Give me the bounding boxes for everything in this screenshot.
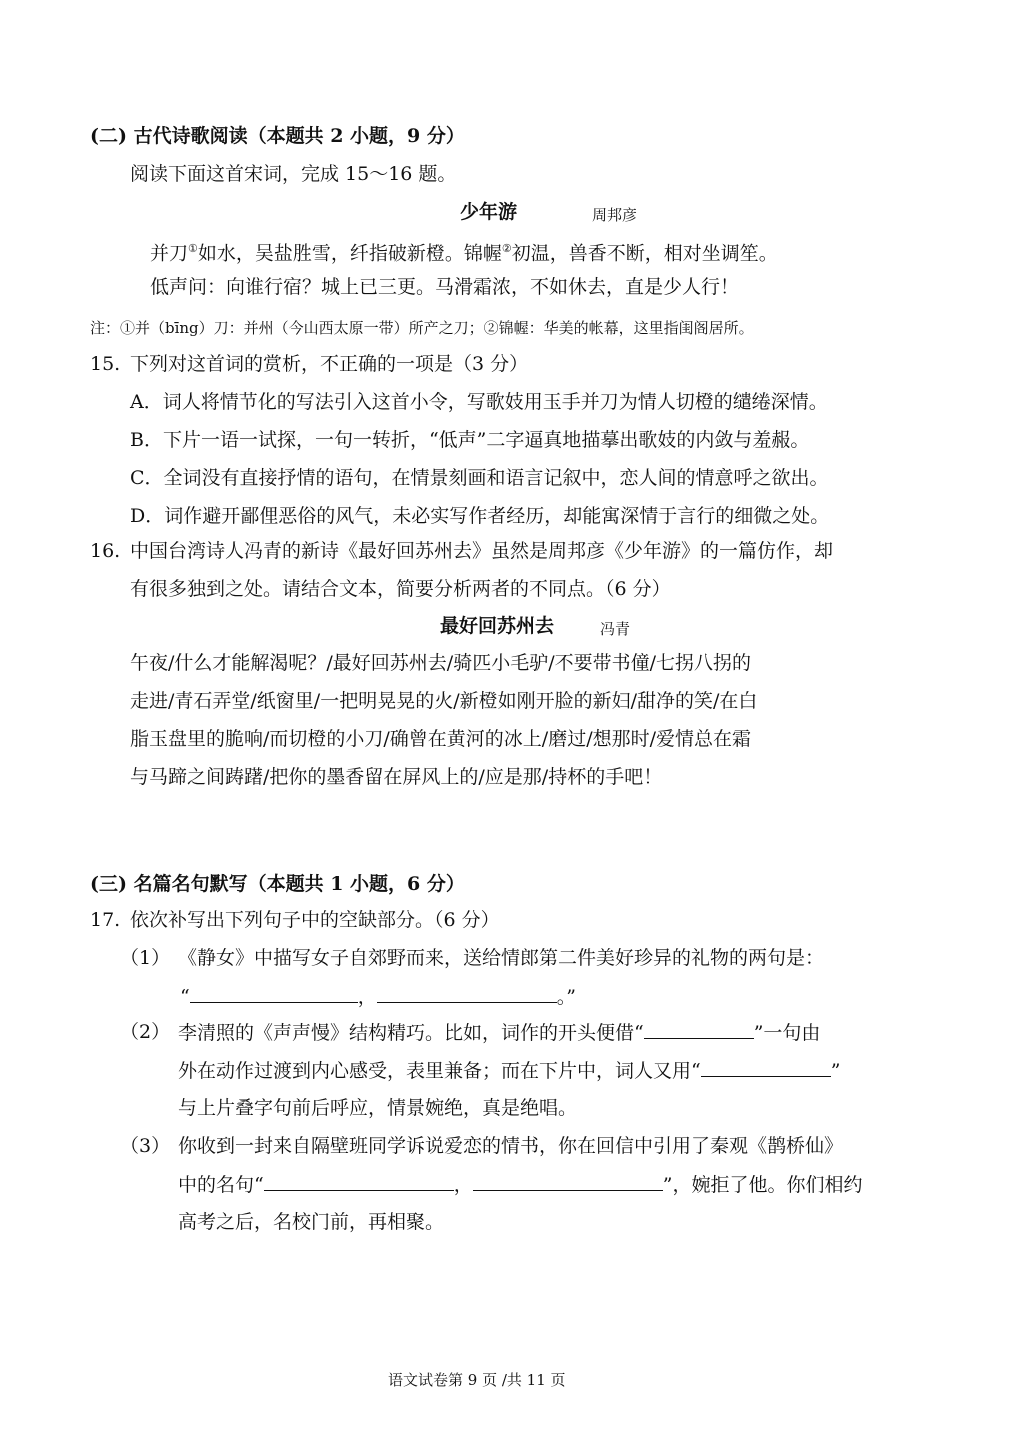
modern-poem-line-1: 午夜/什么才能解渴呢？/最好回苏州去/骑匹小毛驴/不要带书僮/七拐八拐的 — [130, 652, 752, 674]
q17-part2-line2 — [178, 1058, 840, 1083]
answer-blank-3[interactable] — [644, 1020, 754, 1039]
poem-line1-part-c: 初温，兽香不断，相对坐调笙。 — [511, 242, 778, 265]
q17-part2-line3: 与上片叠字句前后呼应，情景婉绝，真是绝唱。 — [178, 1097, 578, 1119]
q15-option-d: D．词作避开鄙俚恶俗的风气，未必实写作者经历，却能寓深情于言行的细微之处。 — [130, 505, 830, 527]
q17-part3-line3: 高考之后，名校门前，再相聚。 — [178, 1211, 445, 1233]
modern-poem-line-4: 与马蹄之间踌躇/把你的墨香留在屏风上的/应是那/持杯的手吧！ — [130, 766, 663, 788]
poem-line1-part-a: 并刀 — [150, 242, 189, 265]
section2-instruction: 阅读下面这首宋词，完成 15～16 题。 — [130, 163, 457, 185]
open-quote: “ — [180, 986, 190, 1008]
poem-line1-part-b: 如水，吴盐胜雪，纤指破新橙。锦幄 — [197, 242, 502, 265]
part2-line2-text-a: 外在动作过渡到内心感受，表里兼备；而在下片中，词人又用“ — [178, 1060, 701, 1082]
section3-heading: (三) 名篇名句默写（本题共 1 小题，6 分） — [90, 873, 465, 895]
comma: ， — [357, 986, 377, 1008]
q15-option-c: C．全词没有直接抒情的语句，在情景刻画和语言记叙中，恋人间的情意呼之欲出。 — [130, 467, 829, 489]
modern-poem-author: 冯青 — [600, 620, 631, 638]
answer-blank-1[interactable] — [190, 984, 358, 1003]
section2-heading: (二) 古代诗歌阅读（本题共 2 小题，9 分） — [90, 125, 465, 147]
q17-part1-line1: 《静女》中描写女子自郊野而来，送给情郎第二件美好珍异的礼物的两句是： — [178, 947, 825, 969]
poem-author: 周邦彦 — [592, 206, 638, 224]
part3-line2-comma: ， — [453, 1174, 473, 1196]
answer-blank-6[interactable] — [473, 1172, 663, 1191]
answer-blank-5[interactable] — [264, 1172, 454, 1191]
close-quote: 。” — [556, 986, 576, 1008]
q17-part1-label: （1） — [120, 947, 171, 969]
answer-blank-4[interactable] — [701, 1058, 831, 1077]
poem-line-1 — [150, 237, 778, 265]
footnote-mark-2: ② — [501, 242, 512, 255]
modern-poem-title: 最好回苏州去 — [440, 615, 555, 637]
q17-number: 17. — [90, 909, 121, 931]
q16-number: 16. — [90, 540, 121, 562]
part3-line2-text-b: ”，婉拒了他。你们相约 — [662, 1174, 863, 1196]
q16-stem-line1: 中国台湾诗人冯青的新诗《最好回苏州去》虽然是周邦彦《少年游》的一篇仿作，却 — [130, 540, 834, 562]
q17-part2-label: （2） — [120, 1021, 171, 1043]
q15-stem: 下列对这首词的赏析，不正确的一项是（3 分） — [130, 353, 529, 375]
poem-line-2: 低声问：向谁行宿？城上已三更。马滑霜浓，不如休去，直是少人行！ — [150, 276, 740, 298]
part3-line2-text-a: 中的名句“ — [178, 1174, 264, 1196]
q15-number: 15. — [90, 353, 121, 375]
q17-part3-label: （3） — [120, 1135, 171, 1157]
q17-part3-line2 — [178, 1172, 862, 1197]
q17-part2-line1 — [178, 1020, 820, 1045]
q17-part3-line1: 你收到一封来自隔壁班同学诉说爱恋的情书，你在回信中引用了秦观《鹊桥仙》 — [178, 1135, 844, 1157]
part2-line1-text-b: ”一句由 — [753, 1022, 821, 1044]
page-footer: 语文试卷第 9 页 /共 11 页 — [388, 1371, 566, 1389]
poem-title: 少年游 — [460, 201, 518, 223]
q15-option-a: A．词人将情节化的写法引入这首小令，写歌妓用玉手并刀为情人切橙的缱绻深情。 — [130, 391, 828, 413]
part2-line1-text-a: 李清照的《声声慢》结构精巧。比如，词作的开头便借“ — [178, 1022, 644, 1044]
q15-option-b: B．下片一语一试探，一句一转折，“低声”二字逼真地描摹出歌妓的内敛与羞赧。 — [130, 429, 810, 451]
part2-line2-text-b: ” — [830, 1060, 841, 1082]
footnote-mark-1: ① — [188, 242, 198, 255]
q17-part1-line2 — [180, 984, 576, 1009]
poem-note: 注：①并（bīng）刀：并州（今山西太原一带）所产之刀；②锦幄：华美的帐幕，这里指闺阁居所。 — [90, 319, 754, 337]
modern-poem-line-3: 脂玉盘里的脆响/而切橙的小刀/确曾在黄河的冰上/磨过/想那时/爱情总在霜 — [130, 728, 752, 750]
answer-blank-2[interactable] — [377, 984, 557, 1003]
q16-stem-line2: 有很多独到之处。请结合文本，简要分析两者的不同点。（6 分） — [130, 578, 671, 600]
q17-stem: 依次补写出下列句子中的空缺部分。（6 分） — [130, 909, 500, 931]
modern-poem-line-2: 走进/青石弄堂/纸窗里/一把明晃晃的火/新橙如刚开脸的新妇/甜净的笑/在白 — [130, 690, 758, 712]
